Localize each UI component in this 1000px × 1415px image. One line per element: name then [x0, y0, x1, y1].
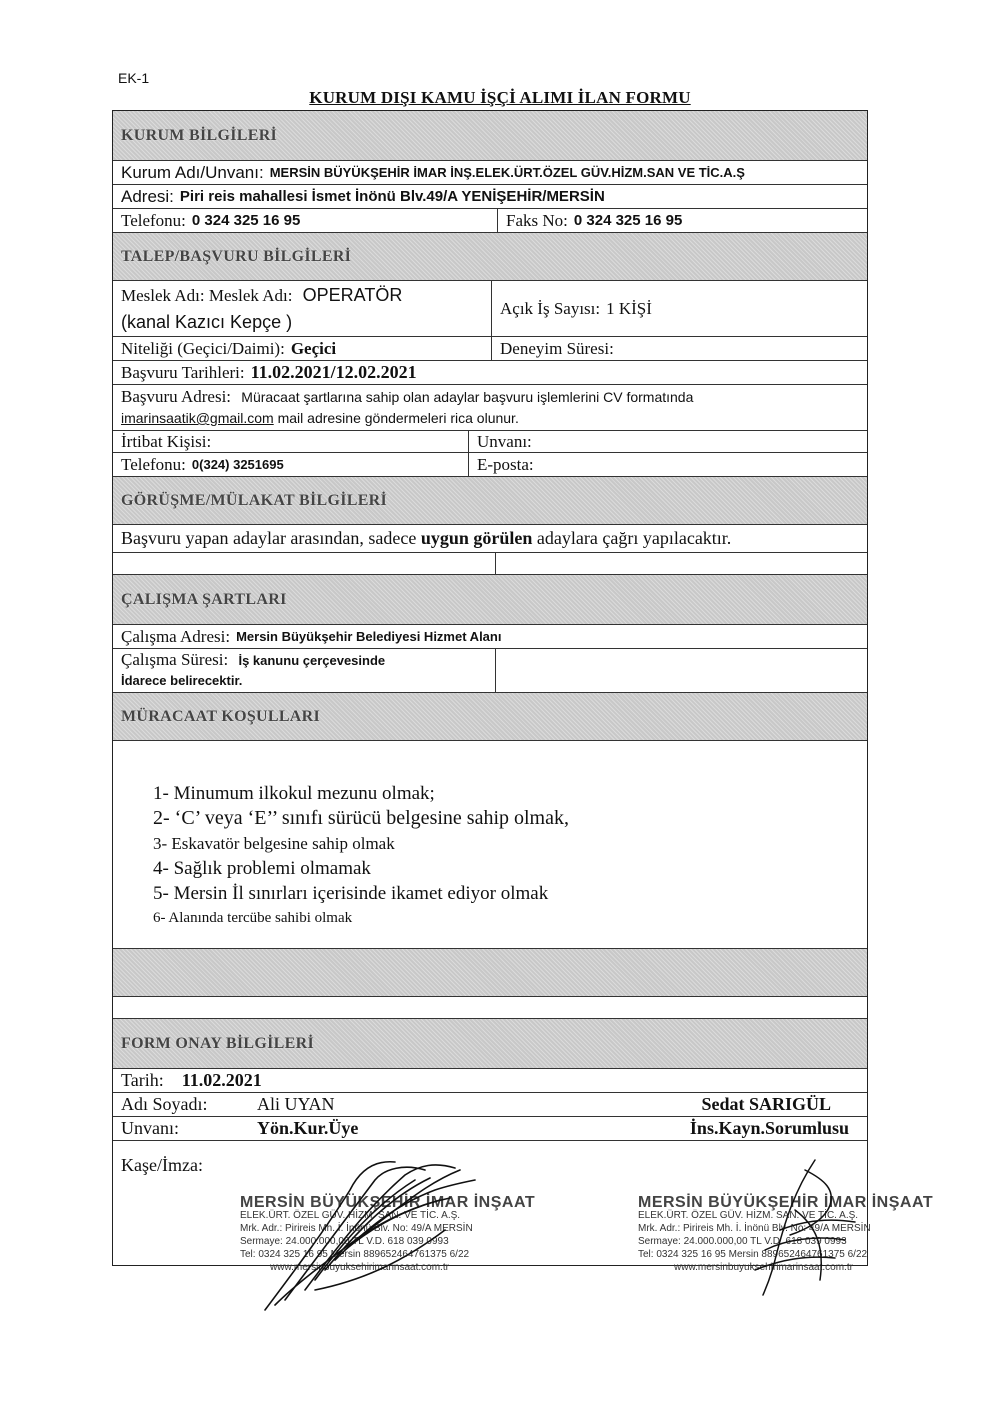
talep-section-row — [113, 233, 867, 281]
calisma-section-row — [113, 575, 867, 625]
contact-label: İrtibat Kişisi: — [121, 431, 212, 451]
kurum-name-row — [113, 161, 867, 185]
talep-section-header: TALEP/BAŞVURU BİLGİLERİ — [113, 233, 867, 280]
stamp-line-6: www.mersinbuyuksehirimarinsaat.com.tr — [674, 1262, 853, 1273]
kurum-section-header: KURUM BİLGİLERİ — [113, 111, 867, 160]
onay-title-row — [113, 1117, 867, 1141]
requirement-item: 6- Alanında tercübe sahibi olmak — [153, 910, 353, 926]
contact-phone-value: 0(324) 3251695 — [191, 457, 284, 472]
stamp-line-6: www.mersinbuyuksehirimarinsaat.com.tr — [270, 1262, 449, 1273]
gorusme-section-row — [113, 477, 867, 525]
talep-contact-phone-row — [113, 453, 867, 477]
gorusme-text-row — [113, 525, 867, 553]
stamp-line-5: Tel: 0324 325 16 95 Mersin 889652464761375 6/22 — [240, 1249, 470, 1260]
gorusme-text-1: Başvuru yapan adaylar arasından, sadece — [121, 528, 417, 548]
stamp-line-4: Sermaye: 24.000.000,00 TL V.D. 618 039 0993 — [240, 1236, 449, 1247]
onay-section-row — [113, 1019, 867, 1069]
blank-row — [113, 997, 867, 1019]
calisma-address-value: Mersin Büyükşehir Belediyesi Hizmet Alanı — [236, 629, 502, 644]
form-code: EK-1 — [118, 70, 150, 86]
kurum-name-value: MERSİN BÜYÜKŞEHİR İMAR İNŞ.ELEK.ÜRT.ÖZEL GÜV.HİZM.SAN VE TİC.A.Ş — [269, 165, 745, 180]
requirement-item: 4- Sağlık problemi olmamak — [153, 858, 371, 879]
requirement-item: 1- Minumum ilkokul mezunu olmak; — [153, 783, 435, 804]
talep-job-row — [113, 281, 867, 337]
onay-title-label: Unvanı: — [121, 1118, 179, 1138]
blank-section-header — [113, 949, 867, 996]
calisma-duration-value-2: İdarece belirecektir. — [121, 673, 243, 688]
job-value: OPERATÖR — [302, 285, 403, 305]
stamp-line-1: MERSİN BÜYÜKŞEHİR İMAR İNŞAAT — [240, 1194, 536, 1211]
signature-left — [255, 1150, 485, 1320]
requirement-item: 3- Eskavatör belgesine sahip olmak — [153, 834, 395, 853]
talep-dates-row — [113, 361, 867, 385]
kurum-name-label: Kurum Adı/Unvanı: — [121, 162, 264, 182]
openings-label: Açık İş Sayısı: — [500, 298, 601, 318]
stamp-line-2: ELEK.ÜRT. ÖZEL GÜV. HİZM. SAN. VE TİC. A.Ş. — [638, 1210, 859, 1221]
stamp-line-2: ELEK.ÜRT. ÖZEL GÜV. HİZM. SAN. VE TİC. A.Ş. — [240, 1210, 461, 1221]
kurum-address-row — [113, 185, 867, 209]
apply-address-text: Müracaat şartlarına sahip olan adaylar başvuru işlemlerini CV formatında — [241, 389, 694, 405]
contact-title-label: Unvanı: — [477, 431, 532, 451]
kurum-fax-label: Faks No: — [506, 210, 568, 230]
dates-value: 11.02.2021/12.02.2021 — [250, 362, 417, 382]
onay-stamp-label: Kaşe/İmza: — [121, 1155, 203, 1175]
calisma-address-label: Çalışma Adresi: — [121, 626, 231, 646]
stamp-line-3: Mrk. Adr.: Pirireis Mh. İ. İnönü Blv. No: 49/A MERSİN — [240, 1223, 473, 1234]
onay-date-row — [113, 1069, 867, 1093]
kurum-section-row — [113, 111, 867, 161]
apply-email-link[interactable]: imarinsaatik@gmail.com — [121, 410, 274, 426]
email-label: E-posta: — [477, 454, 534, 474]
announcement-form — [112, 110, 868, 1266]
onay-name-value: Ali UYAN — [257, 1094, 335, 1114]
talep-nature-row — [113, 337, 867, 361]
stamp-line-3: Mrk. Adr.: Pirireis Mh. İ. İnönü Blv. No: 49/A MERSİN — [638, 1223, 871, 1234]
calisma-duration-value: İş kanunu çerçevesinde — [238, 653, 386, 668]
requirement-item: 2- ‘C’ veya ‘E’’ sınıfı sürücü belgesine sahip olmak, — [153, 807, 569, 829]
dates-label: Başvuru Tarihleri: — [121, 362, 245, 382]
blank-section-row — [113, 949, 867, 997]
kurum-address-value: Piri reis mahallesi İsmet İnönü Blv.49/A YENİŞEHİR/MERSİN — [179, 188, 605, 205]
contact-phone-label: Telefonu: — [121, 454, 186, 474]
job-label: Meslek Adı: Meslek Adı: — [121, 286, 293, 305]
gorusme-text-bold: uygun görülen — [420, 528, 533, 548]
nature-value: Geçici — [290, 338, 337, 358]
apply-address-label: Başvuru Adresi: — [121, 387, 232, 406]
kurum-fax-value: 0 324 325 16 95 — [573, 212, 683, 229]
calisma-address-row — [113, 625, 867, 649]
muracaat-section-header: MÜRACAAT KOŞULLARI — [113, 693, 867, 740]
experience-label: Deneyim Süresi: — [500, 338, 614, 358]
talep-contact-row — [113, 431, 867, 453]
job-value-detail: (kanal Kazıcı Kepçe ) — [121, 312, 293, 332]
form-title: KURUM DIŞI KAMU İŞÇİ ALIMI İLAN FORMU — [309, 88, 691, 107]
stamp-line-1: MERSİN BÜYÜKŞEHİR İMAR İNŞAAT — [638, 1194, 934, 1211]
openings-value: 1 KİŞİ — [606, 298, 652, 318]
onay-name-row — [113, 1093, 867, 1117]
kurum-phone-value: 0 324 325 16 95 — [191, 212, 301, 229]
gorusme-empty-row — [113, 553, 867, 575]
kurum-phone-label: Telefonu: — [121, 210, 186, 230]
onay-date-label: Tarih: — [121, 1070, 164, 1090]
onay-second-title: İns.Kayn.Sorumlusu — [689, 1118, 849, 1138]
onay-name-label: Adı Soyadı: — [121, 1094, 208, 1114]
onay-title-value: Yön.Kur.Üye — [257, 1118, 359, 1138]
muracaat-section-row — [113, 693, 867, 741]
talep-apply-row — [113, 385, 867, 431]
stamp-line-5: Tel: 0324 325 16 95 Mersin 889652464761375 6/22 — [638, 1249, 868, 1260]
calisma-section-header: ÇALIŞMA ŞARTLARI — [113, 575, 867, 624]
onay-second-name: Sedat SARIGÜL — [701, 1094, 831, 1114]
requirement-list — [153, 781, 867, 931]
calisma-duration-label: Çalışma Süresi: — [121, 650, 229, 669]
signature-right — [735, 1150, 875, 1300]
onay-section-header: FORM ONAY BİLGİLERİ — [113, 1019, 867, 1068]
stamp-line-4: Sermaye: 24.000.000,00 TL V.D. 618 039 0993 — [638, 1236, 847, 1247]
kurum-phone-row — [113, 209, 867, 233]
calisma-duration-row — [113, 649, 867, 693]
onay-date-value: 11.02.2021 — [181, 1070, 262, 1090]
apply-address-text-2: mail adresine göndermeleri rica olunur. — [277, 410, 519, 426]
muracaat-list-row — [113, 741, 867, 949]
requirement-item: 5- Mersin İl sınırları içerisinde ikamet ediyor olmak — [153, 883, 549, 904]
gorusme-section-header: GÖRÜŞME/MÜLAKAT BİLGİLERİ — [113, 477, 867, 524]
kurum-address-label: Adresi: — [121, 186, 174, 206]
nature-label: Niteliği (Geçici/Daimi): — [121, 338, 285, 358]
gorusme-text-2: adaylara çağrı yapılacaktır. — [536, 528, 732, 548]
